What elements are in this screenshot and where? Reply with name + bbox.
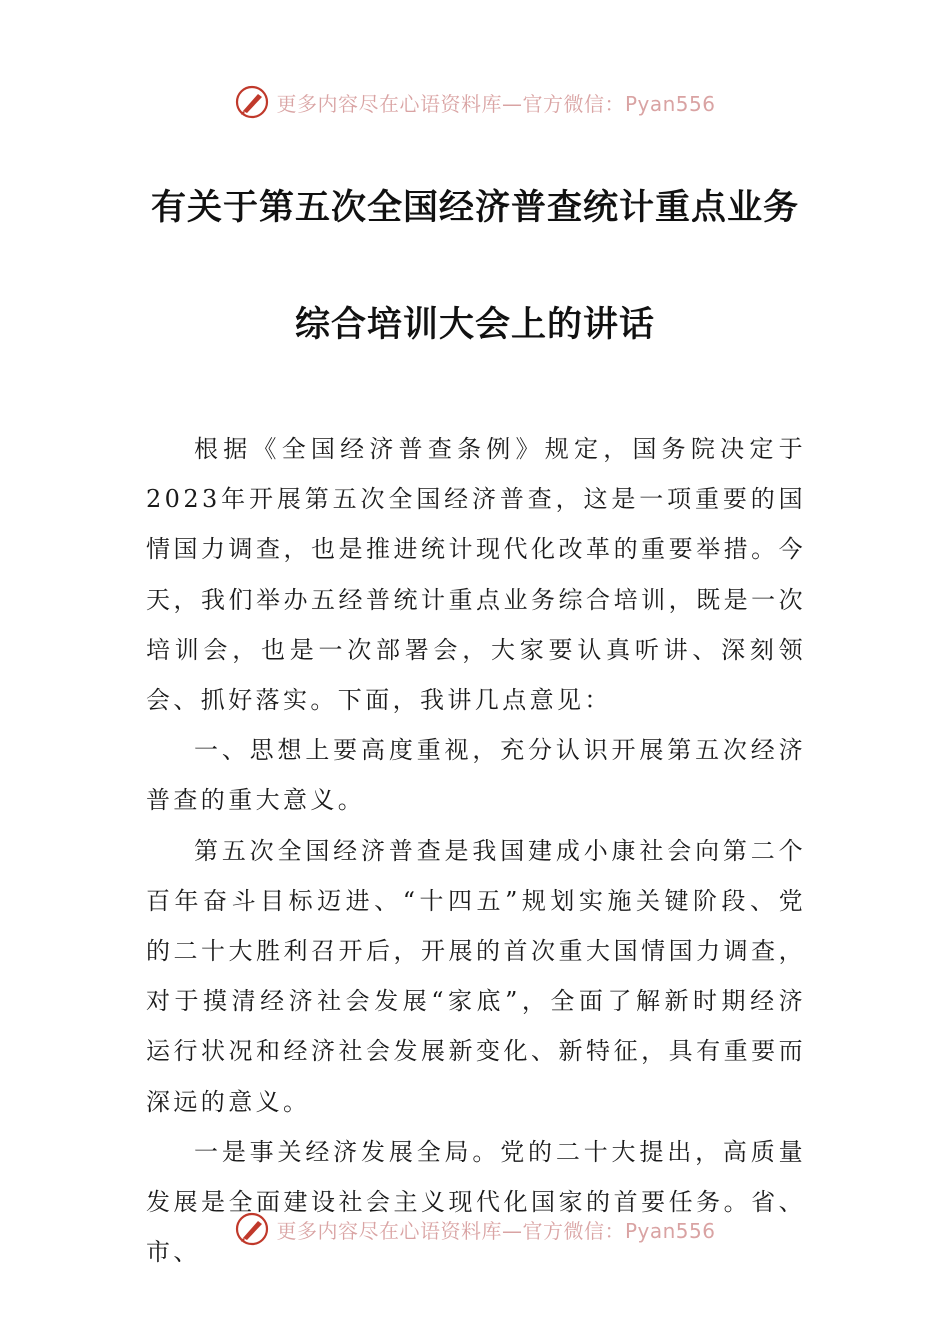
header-banner: [0, 82, 950, 122]
paragraph-3: 第五次全国经济普查是我国建成小康社会向第二个百年奋斗目标迈进、“十四五”规划实施关键阶段、党的二十大胜利召开后，开展的首次重大国情国力调查，对于摸清经济社会发展“家底”，全面了解新时期经济运行状况和经济社会发展新变化、新特征，具有重要而深远的意义。: [146, 836, 806, 1116]
page-title-line-2: 综合培训大会上的讲话: [294, 305, 655, 345]
document-body: [146, 424, 806, 1277]
page-title-line-1: 有关于第五次全国经济普查统计重点业务: [150, 188, 799, 228]
pen-in-circle-icon: [234, 84, 270, 120]
paragraph-4: 一是事关经济发展全局。党的二十大提出，高质量发展是全面建设社会主义现代化国家的首要任务。省、市、: [146, 1137, 806, 1267]
pen-in-circle-icon: [234, 1211, 270, 1247]
header-banner-text: 更多内容尽在心语资料库—官方微信：Pyan556: [276, 91, 716, 116]
footer-banner-text: 更多内容尽在心语资料库—官方微信：Pyan556: [276, 1218, 716, 1243]
paragraph-1: 根据《全国经济普查条例》规定，国务院决定于2023年开展第五次全国经济普查，这是一项重要的国情国力调查，也是推进统计现代化改革的重要举措。今天，我们举办五经普统计重点业务综合培训，既是一次培训会，也是一次部署会，大家要认真听讲、深刻领会、抓好落实。下面，我讲几点意见：: [146, 435, 806, 715]
footer-banner: [0, 1209, 950, 1249]
paragraph-2: 一、思想上要高度重视，充分认识开展第五次经济普查的重大意义。: [146, 736, 806, 815]
